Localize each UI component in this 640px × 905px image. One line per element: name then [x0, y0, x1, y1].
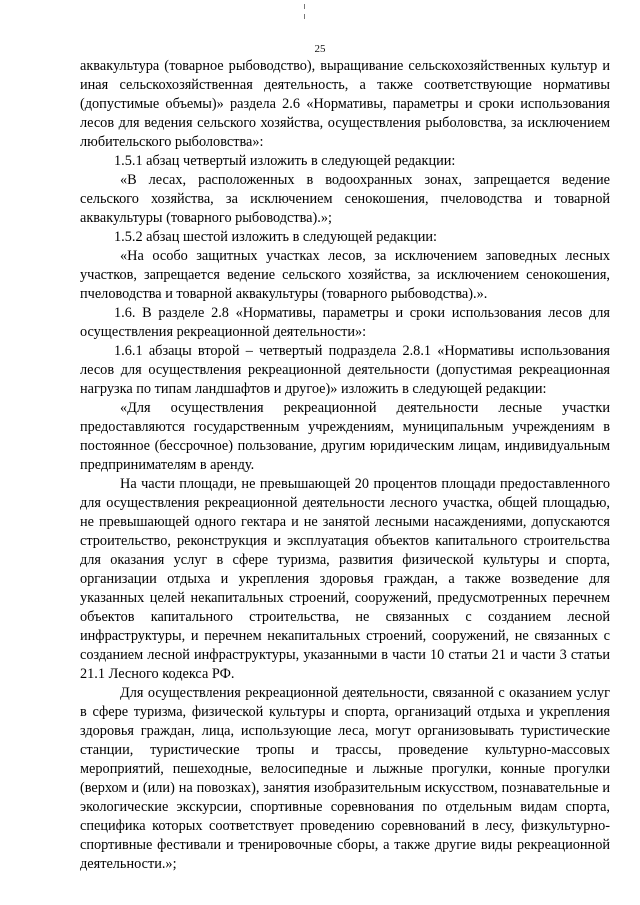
paragraph: «Для осуществления рекреационной деятельности лесные участки предоставляются государственным учреждениям, муниципальным учреждениям в постоянное (бессрочное) пользование, другим юридическим лицам, индивидуальным предпринимателям в аренду. [80, 400, 610, 473]
paragraph: На части площади, не превышающей 20 процентов площади предоставленного для осуществления рекреационной деятельности лесного участка, общей площадью, не превышающей одного гектара и не занятой лесными насаждениями, допускаются строительство, реконструкция и эксплуатация объектов капитального строительства для оказания услуг в сфере туризма, развития физической культуры и спорта, организации отдыха и укрепления здоровья граждан, а также возведение для указанных целей некапитальных строений, сооружений, предусмотренных перечнем объектов капитального строительства, не связанных с созданием лесной инфраструктуры, и перечнем некапитальных строений, сооружений, не связанных с созданием лесной инфраструктуры, указанными в части 10 статьи 21 и части 3 статьи 21.1 Лесного кодекса РФ. [80, 476, 610, 682]
page-number: 25 [314, 43, 326, 55]
paragraph: 1.6. В разделе 2.8 «Нормативы, параметры и сроки использования лесов для осуществления рекреационной деятельности»: [80, 305, 610, 340]
paragraph: 1.6.1 абзацы второй – четвертый подраздела 2.8.1 «Нормативы использования лесов для осуществления рекреационной деятельности (допустимая рекреационная нагрузка по типам ландшафтов и другое)» изложить в следующей редакции: [80, 343, 610, 397]
scan-mark [304, 4, 305, 9]
paragraph: аквакультура (товарное рыбоводство), выращивание сельскохозяйственных культур и иная сельскохозяйственная деятельность, а также соответствующие нормативы (допустимые объемы)» раздела 2.6 «Нормативы, параметры и сроки использования лесов для ведения сельского хозяйства, осуществления рыболовства, за исключением любительского рыболовства»: [80, 58, 610, 150]
paragraph: «На особо защитных участках лесов, за исключением заповедных лесных участков, запрещается ведение сельского хозяйства, за исключением сенокошения, пчеловодства и товарной аквакультуры (товарного рыбоводства).». [80, 248, 610, 302]
paragraph: «В лесах, расположенных в водоохранных зонах, запрещается ведение сельского хозяйства, за исключением сенокошения, пчеловодства и товарной аквакультуры (товарного рыбоводства).»; [80, 172, 610, 226]
paragraph: Для осуществления рекреационной деятельности, связанной с оказанием услуг в сфере туризма, физической культуры и спорта, организаций отдыха и укрепления здоровья граждан, лица, использующие леса, могут организовывать туристические станции, туристические тропы и трассы, проведение культурно-массовых мероприятий, пешеходные, велосипедные и лыжные прогулки, конные прогулки (верхом и (или) на повозках), занятия изобразительным искусством, познавательные и экологические экскурсии, спортивные соревнования по отдельным видам спорта, специфика которых соответствует проведению соревнований в лесу, физкультурно-спортивные фестивали и тренировочные сборы, а также другие виды рекреационной деятельности.»; [80, 685, 610, 872]
paragraph: 1.5.2 абзац шестой изложить в следующей редакции: [114, 229, 438, 245]
document-body [80, 57, 610, 874]
scan-mark [304, 14, 305, 19]
paragraph: 1.5.1 абзац четвертый изложить в следующей редакции: [114, 153, 456, 169]
